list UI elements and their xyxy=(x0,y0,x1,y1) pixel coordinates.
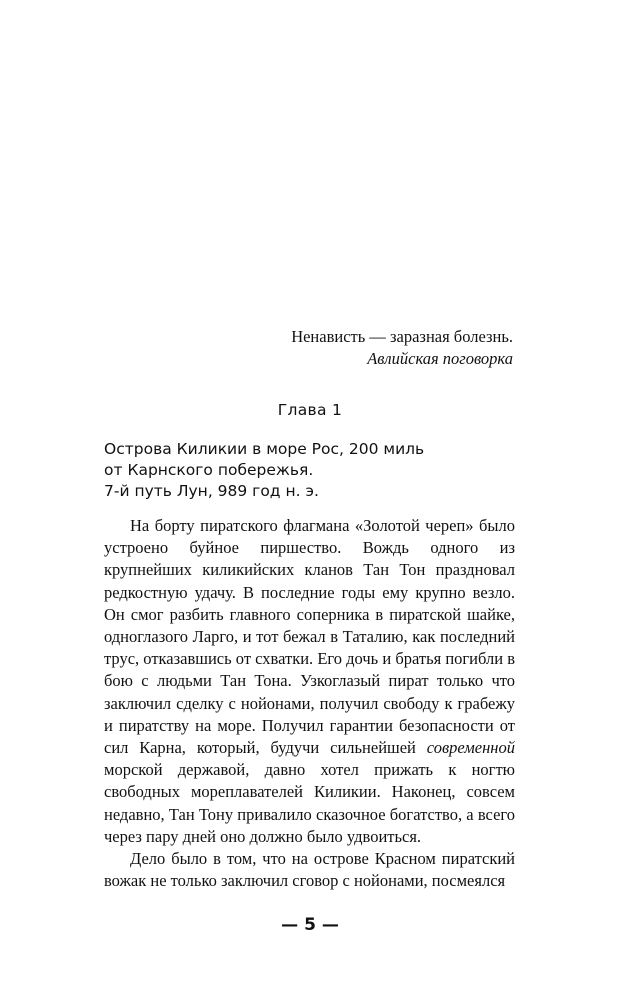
body-text xyxy=(104,515,515,892)
location-line-3: 7-й путь Лун, 989 год н. э. xyxy=(104,482,319,500)
epigraph-source: Авлийская поговорка xyxy=(367,349,513,368)
location-line-2: от Карнского побережья. xyxy=(104,461,314,479)
location-heading xyxy=(104,439,424,502)
paragraph-1-part-2: морской державой, давно хотел прижать к ногтю свободных мореплавателей Киликии. Наконец, совсем недавно, Тан Тону привалило сказочное богатство, а всего через пару дней оно должно было удвоиться. xyxy=(104,760,515,846)
paragraph-1-part-1: На борту пиратского флагмана «Золотой череп» было устроено буйное пиршество. Вождь одного из крупнейших киликийских кланов Тан Тон праздновал редкостную удачу. В последние годы ему крупно везло. Он смог разбить главного соперника в пиратской шайке, одноглазого Ларго, и тот бежал в Таталию, как последний трус, отказавшись от схватки. Его дочь и братья погибли в бою с людьми Тан Тона. Узкоглазый пират только что заключил сделку с нойонами, получил свободу к грабежу и пиратству на море. Получил гарантии безопасности от сил Карна, который, будучи сильнейшей xyxy=(104,516,515,758)
epigraph-quote: Ненависть — заразная болезнь. xyxy=(291,327,513,346)
paragraph-1-emphasis: современной xyxy=(426,738,515,758)
location-line-1: Острова Киликии в море Рос, 200 миль xyxy=(104,440,425,458)
paragraph-2: Дело было в том, что на острове Красном пиратский вожак не только заключил сговор с нойонами, посмеялся xyxy=(104,849,515,891)
chapter-title: Глава 1 xyxy=(277,401,343,419)
paragraph-1 xyxy=(104,515,515,848)
page-number: — 5 — xyxy=(281,915,339,935)
epigraph xyxy=(291,326,513,370)
